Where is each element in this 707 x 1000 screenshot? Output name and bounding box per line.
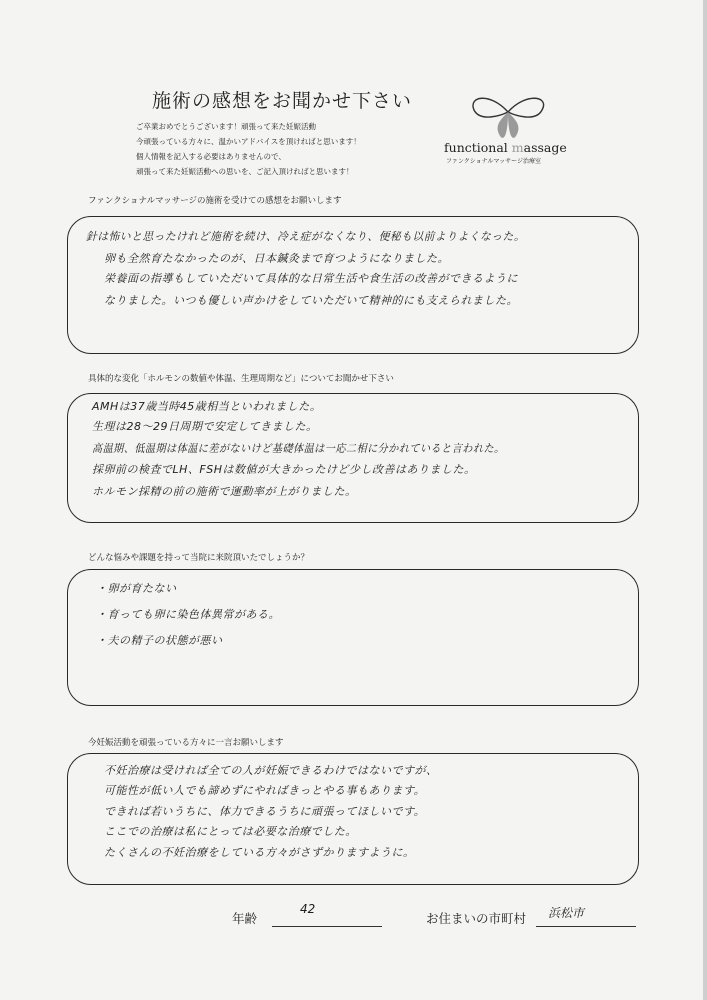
intro-line: 個人情報を記入する必要はありませんので、 [136,152,286,161]
intro-text [136,119,436,179]
intro-line: 今頑張っている方々に、温かいアドバイスを頂ければと思います！ [136,137,361,146]
city-value: 浜松市 [548,906,585,920]
handwritten-line: AMHは37歳当時45歳相当といわれました。 [92,400,322,413]
handwritten-line: ・育っても卵に染色体異常がある。 [96,608,280,621]
handwritten-line: できれば若いうちに、体力できるうちに頑張ってほしいです。 [104,805,426,818]
city-label: お住まいの市町村 [426,911,527,926]
handwritten-line: ・夫の精子の状態が悪い [96,634,223,647]
age-label: 年齢 [232,911,258,926]
handwritten-line: 栄養面の指導もしていただいて具体的な日常生活や食生活の改善ができるように [104,272,518,285]
scan-edge [703,0,707,1000]
handwritten-line: 高温期、低温期は体温に差がないけど基礎体温は一応二相に分かれていると言われた。 [92,442,505,455]
handwritten-line: ここでの治療は私にとっては必要な治療でした。 [104,825,357,838]
handwritten-line: 針は怖いと思ったけれど施術を続け、冷え症がなくなり、便秘も以前よりよくなった。 [86,230,526,243]
age-value: 42 [300,902,316,916]
form-title: 施術の感想をお聞かせ下さい [152,90,413,112]
handwritten-line: ・卵が育たない [96,582,177,595]
section-label-message: 今妊娠活動を頑張っている方々に一言お願いします [88,738,284,748]
handwritten-line: 生理は28〜29日周期で安定してきました。 [92,420,318,433]
handwritten-line: なりました。いつも優しい声かけをしていただいて精神的にも支えられました。 [104,294,518,307]
handwritten-line: 不妊治療は受ければ全ての人が妊娠できるわけではないですが、 [104,764,438,777]
section-label-impressions: ファンクショナルマッサージの施術を受けての感想をお願いします [88,196,342,206]
handwritten-line: ホルモン採精の前の施術で運動率が上がりました。 [92,485,357,498]
brand-name: functional massage [444,140,567,155]
handwritten-line: たくさんの不妊治療をしている方々がさずかりますように。 [104,846,415,859]
city-underline [536,926,636,927]
handwritten-line: 卵も全然育たなかったのが、日本鍼灸まで育つようになりました。 [104,252,449,265]
age-underline [272,926,382,927]
brand-subtitle: ファンクショナルマッサージ治療室 [446,158,541,165]
intro-line: ご卒業おめでとうございます！頑張って来た妊娠活動 [136,122,316,131]
handwritten-line: 採卵前の検査でLH、FSHは数値が大きかったけど少し改善はありました。 [92,463,476,476]
intro-line: 頑張って来た妊娠活動への思いを、ご記入頂ければと思います！ [136,167,354,176]
handwritten-line: 可能性が低い人でも諦めずにやればきっとやる事もあります。 [104,784,426,797]
section-label-changes: 具体的な変化「ホルモンの数値や体温、生理周期など」についてお聞かせ下さい [88,374,394,384]
section-label-concerns: どんな悩みや課題を持って当院に来院頂いたでしょうか？ [88,553,310,563]
